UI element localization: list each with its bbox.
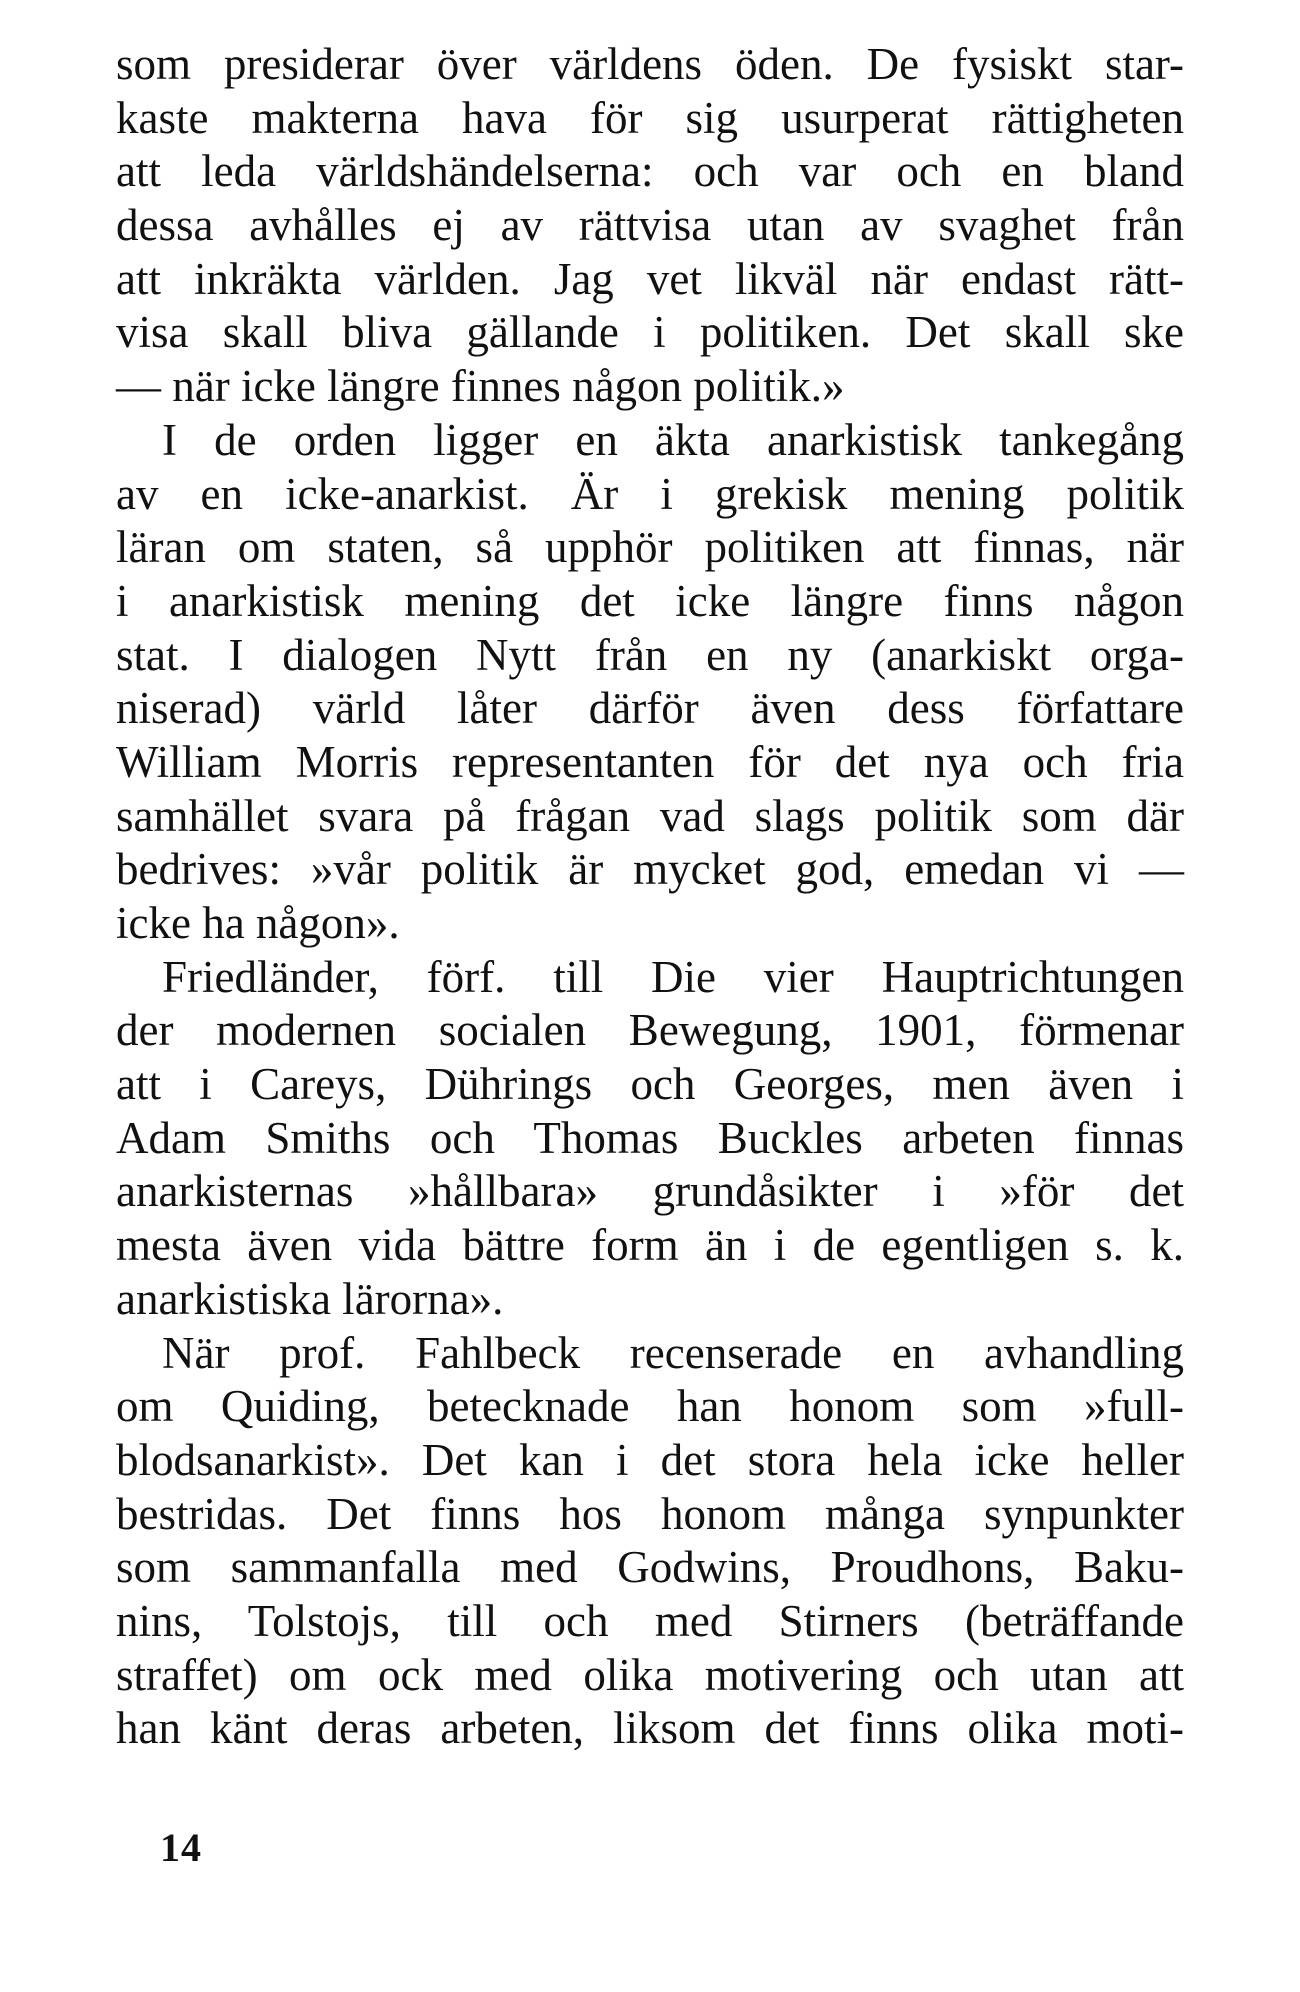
text-line: dessa avhålles ej av rättvisa utan av svaghet från: [116, 200, 1184, 251]
text-line: om Quiding, betecknade han honom som »full-: [116, 1381, 1184, 1432]
text-line: nins, Tolstojs, till och med Stirners (beträffande: [116, 1595, 1184, 1646]
text-line: att leda världshändelserna: och var och en bland: [116, 146, 1184, 197]
text-line: att i Careys, Dührings och Georges, men även i: [116, 1059, 1184, 1110]
text-line: visa skall bliva gällande i politiken. Det skall ske: [116, 307, 1184, 358]
text-line: straffet) om ock med olika motivering och utan att: [116, 1649, 1184, 1700]
text-line: blodsanarkist». Det kan i det stora hela icke heller: [116, 1434, 1184, 1485]
text-line: bedrives: »vår politik är mycket god, emedan vi —: [116, 844, 1184, 895]
text-line: Adam Smiths och Thomas Buckles arbeten finnas: [116, 1112, 1184, 1163]
text-line: av en icke-anarkist. Är i grekisk mening politik: [116, 468, 1184, 519]
text-line: han känt deras arbeten, liksom det finns olika moti-: [116, 1703, 1184, 1754]
text-line: anarkistiska lärorna».: [116, 1273, 504, 1324]
text-line: William Morris representanten för det nya och fria: [116, 736, 1184, 787]
text-line: mesta även vida bättre form än i de egentligen s. k.: [116, 1220, 1184, 1271]
text-line: bestridas. Det finns hos honom många synpunkter: [116, 1488, 1184, 1539]
text-line: icke ha någon».: [116, 898, 400, 948]
page-number: 14: [160, 1825, 202, 1870]
text-line: kaste makterna hava för sig usurperat rättigheten: [116, 92, 1184, 143]
text-line: samhället svara på frågan vad slags politik som där: [116, 790, 1184, 841]
text-line: att inkräkta världen. Jag vet likväl när endast rätt-: [116, 253, 1184, 304]
text-line: der modernen socialen Bewegung, 1901, förmenar: [116, 1005, 1184, 1056]
text-line: niserad) värld låter därför även dess författare: [116, 683, 1184, 734]
text-line: — när icke längre finnes någon politik.»: [116, 361, 845, 412]
text-line: som presiderar över världens öden. De fysiskt star-: [116, 39, 1184, 89]
text-line: Friedländer, förf. till Die vier Hauptrichtungen: [162, 951, 1184, 1002]
text-line: läran om staten, så upphör politiken att finnas, när: [116, 522, 1184, 573]
body-text: [116, 38, 1184, 1756]
text-line: anarkisternas »hållbara» grundåsikter i »för det: [116, 1166, 1184, 1217]
text-line: I de orden ligger en äkta anarkistisk tankegång: [162, 414, 1184, 465]
text-line: som sammanfalla med Godwins, Proudhons, Baku-: [116, 1542, 1184, 1593]
text-line: i anarkistisk mening det icke längre finns någon: [116, 575, 1184, 626]
text-line: stat. I dialogen Nytt från en ny (anarkiskt orga-: [116, 629, 1184, 680]
text-line: När prof. Fahlbeck recenserade en avhandling: [162, 1327, 1184, 1378]
